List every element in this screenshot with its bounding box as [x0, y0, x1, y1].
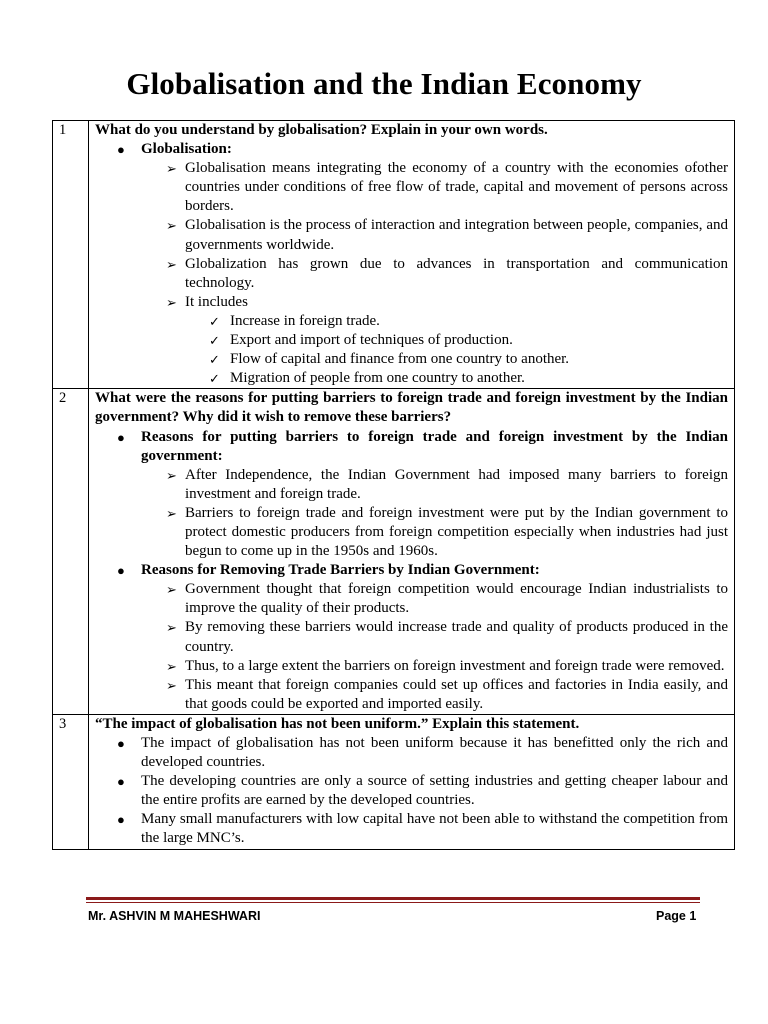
arrow-icon: ➢ — [166, 161, 177, 177]
list-item — [95, 140, 728, 159]
list-item — [185, 369, 728, 388]
check-text: Flow of capital and finance from one country to another. — [230, 351, 570, 368]
question-number: 1 — [53, 121, 89, 389]
qa-table — [52, 120, 735, 850]
list-item — [141, 657, 728, 676]
bullet-text: The impact of globalisation has not been uniform because it has benefitted only the rich and developed countries. — [141, 735, 728, 771]
list-item — [141, 676, 728, 714]
list-item — [185, 312, 728, 331]
arrow-icon: ➢ — [166, 218, 177, 234]
list-item — [141, 466, 728, 504]
check-text: Increase in foreign trade. — [230, 312, 380, 329]
arrow-list — [141, 580, 728, 714]
answer-cell — [89, 389, 735, 715]
arrow-icon: ➢ — [166, 620, 177, 636]
bullet-text: Many small manufacturers with low capital have not been able to withstand the competition from the large MNC’s. — [141, 811, 728, 847]
arrow-icon: ➢ — [166, 505, 177, 521]
list-item — [95, 428, 728, 466]
arrow-icon: ➢ — [166, 677, 177, 693]
table-row — [53, 389, 735, 715]
arrow-icon: ➢ — [166, 582, 177, 598]
table-row — [53, 121, 735, 389]
bullet-icon: ● — [117, 812, 125, 828]
bullet-list — [95, 140, 728, 159]
list-item — [95, 772, 728, 810]
point-text: Government thought that foreign competition would encourage Indian industrialists to improve the quality of their products. — [185, 581, 728, 617]
check-icon: ✓ — [209, 352, 220, 368]
bullet-text: The developing countries are only a source of setting industries and getting cheaper labour and the entire profits are earned by the developed countries. — [141, 773, 728, 809]
bullet-icon: ● — [117, 429, 125, 445]
answer-cell — [89, 121, 735, 389]
list-item — [141, 293, 728, 312]
page-title: Globalisation and the Indian Economy — [126, 66, 642, 101]
point-text: It includes — [185, 293, 248, 310]
list-item — [95, 734, 728, 772]
list-item — [141, 159, 728, 216]
answer-cell — [89, 714, 735, 849]
arrow-icon: ➢ — [166, 467, 177, 483]
point-text: Globalization has grown due to advances in transportation and communication technology. — [185, 255, 728, 291]
list-item — [185, 350, 728, 369]
question-text: What do you understand by globalisation? Explain in your own words. — [95, 122, 548, 138]
point-text: Barriers to foreign trade and foreign investment were put by the Indian government to protect domestic producers from foreign competition especially when industries had just begun to come up in the 1950s and 1960s. — [185, 504, 728, 560]
section-heading: Reasons for putting barriers to foreign trade and foreign investment by the Indian government: — [141, 428, 728, 464]
question-text: What were the reasons for putting barriers to foreign trade and foreign investment by the Indian government? Why did it wish to remove these barriers? — [95, 390, 728, 426]
bullet-icon: ● — [117, 563, 125, 579]
arrow-icon: ➢ — [166, 256, 177, 272]
list-item — [95, 561, 728, 580]
arrow-list — [141, 466, 728, 561]
bullet-icon: ● — [117, 142, 125, 158]
footer-divider — [86, 897, 700, 900]
bullet-icon: ● — [117, 736, 125, 751]
point-text: Globalisation means integrating the economy of a country with the economies ofother countries under conditions of free flow of trade, capital and movement of persons across borders. — [185, 160, 728, 215]
footer-divider-thin — [86, 902, 700, 903]
check-text: Export and import of techniques of production. — [230, 332, 513, 349]
list-item — [141, 255, 728, 293]
bullet-list — [95, 734, 728, 849]
question-number: 3 — [53, 714, 89, 849]
table-row — [53, 714, 735, 849]
arrow-icon: ➢ — [166, 294, 177, 310]
question-number: 2 — [53, 389, 89, 715]
list-item — [95, 810, 728, 848]
point-text: Thus, to a large extent the barriers on foreign investment and foreign trade were removed. — [185, 657, 725, 674]
point-text: After Independence, the Indian Government had imposed many barriers to foreign investment and foreign trade. — [185, 466, 728, 502]
bullet-icon: ● — [117, 774, 125, 790]
section-heading: Globalisation: — [141, 141, 232, 158]
point-text: Globalisation is the process of interaction and integration between people, companies, and governments worldwide. — [185, 217, 728, 253]
footer-author: Mr. ASHVIN M MAHESHWARI — [88, 909, 261, 923]
bullet-list — [95, 561, 728, 580]
bullet-list — [95, 428, 728, 466]
list-item — [141, 504, 728, 561]
arrow-list — [141, 159, 728, 312]
check-text: Migration of people from one country to another. — [230, 370, 525, 387]
section-heading: Reasons for Removing Trade Barriers by Indian Government: — [141, 562, 540, 579]
list-item — [141, 216, 728, 254]
list-item — [185, 331, 728, 350]
list-item — [141, 580, 728, 618]
check-icon: ✓ — [209, 333, 220, 349]
point-text: By removing these barriers would increase trade and quality of products produced in the country. — [185, 619, 728, 655]
list-item — [141, 618, 728, 656]
point-text: This meant that foreign companies could set up offices and factories in India easily, and that goods could be exported and imported easily. — [185, 676, 728, 712]
check-icon: ✓ — [209, 371, 220, 387]
check-icon: ✓ — [209, 313, 220, 329]
check-list — [185, 312, 728, 388]
question-text: “The impact of globalisation has not been uniform.” Explain this statement. — [95, 715, 580, 732]
arrow-icon: ➢ — [166, 658, 177, 674]
footer-page-number: Page 1 — [656, 909, 697, 923]
